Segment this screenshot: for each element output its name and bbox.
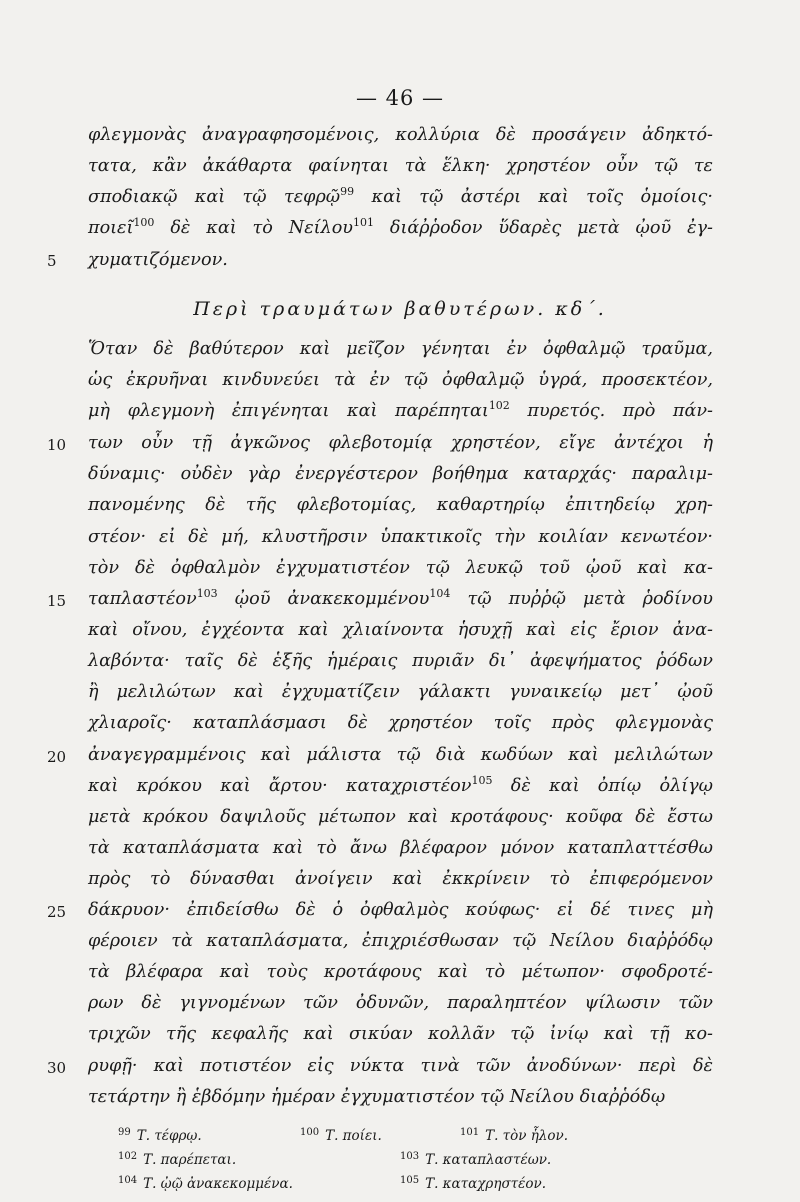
footnote-number: 102 (118, 1151, 138, 1162)
footnote-ref-103: 103 (196, 587, 218, 600)
body-line-19: δάκρυον· ἐπιδείσθω δὲ ὁ ὀφθαλμὸς κούφως· εἰ δέ τινες μὴ (88, 900, 713, 920)
line-number-25: 25 (47, 903, 67, 921)
intro-line-3-text-a: σποδιακῷ καὶ τῷ τεφρῷ (88, 187, 341, 207)
line-number-30: 30 (47, 1059, 67, 1077)
intro-line-5: χυματιζόμενον. (88, 250, 228, 270)
body-line-23: τριχῶν τῆς κεφαλῆς καὶ σικύαν κολλᾶν τῷ ἰνίῳ καὶ τῇ κο- (88, 1024, 713, 1044)
body-line-7: στέον· εἰ δὲ μή, κλυστῆρσιν ὑπακτικοῖς τὴν κοιλίαν κενωτέον· (88, 527, 713, 547)
footnote-ref-99: 99 (340, 185, 355, 198)
footnote-number: 101 (460, 1127, 480, 1138)
footnote-text: Τ. καταχρηστέον. (425, 1176, 546, 1192)
footnote-103 (400, 1152, 551, 1168)
body-line-17: τὰ καταπλάσματα καὶ τὸ ἄνω βλέφαρον μόνον καταπλαττέσθω (88, 838, 713, 858)
body-line-15-text-b: δὲ καὶ ὀπίῳ ὀλίγῳ (492, 776, 714, 796)
intro-line-4-text-c: διάῤῥοδον ὕδαρὲς μετὰ ᾠοῦ ἐγ- (373, 218, 714, 238)
body-line-13: χλιαροῖς· καταπλάσμασι δὲ χρηστέον τοῖς πρὸς φλεγμονὰς (88, 713, 713, 733)
body-line-6: πανομένης δὲ τῆς φλεβοτομίας, καθαρτηρίῳ ἐπιτηδείῳ χρη- (88, 495, 713, 515)
footnote-ref-104: 104 (429, 587, 451, 600)
footnote-101 (460, 1128, 568, 1144)
intro-line-3 (88, 185, 714, 207)
footnote-number: 100 (300, 1127, 320, 1138)
body-line-8: τὸν δὲ ὀφθαλμὸν ἐγχυματιστέον τῷ λευκῷ τοῦ ᾠοῦ καὶ κα- (88, 558, 713, 578)
body-line-20: φέροιεν τὰ καταπλάσματα, ἐπιχριέσθωσαν τῷ Νείλου διαῤῥόδῳ (88, 931, 713, 951)
body-line-2: ὡς ἐκρυῆναι κινδυνεύει τὰ ἐν τῷ ὀφθαλμῷ ὑγρά, προσεκτέον, (88, 370, 713, 390)
footnote-text: Τ. καταπλαστέων. (425, 1152, 552, 1168)
page-number: — 46 — (355, 86, 445, 110)
intro-line-3-text-b: καὶ τῷ ἀστέρι καὶ τοῖς ὁμοίοις· (354, 187, 714, 207)
footnote-number: 103 (400, 1151, 420, 1162)
body-line-12: ἢ μελιλώτων καὶ ἐγχυματίζειν γάλακτι γυναικείῳ μετ᾽ ᾠοῦ (88, 682, 713, 702)
footnote-text: Τ. τὸν ἧλον. (485, 1128, 569, 1144)
body-line-3 (88, 399, 713, 421)
line-number-5: 5 (47, 252, 57, 270)
body-line-9-text-a: ταπλαστέον (88, 589, 197, 609)
body-line-21: τὰ βλέφαρα καὶ τοὺς κροτάφους καὶ τὸ μέτωπον· σφοδροτέ- (88, 962, 713, 982)
footnote-number: 105 (400, 1175, 420, 1186)
footnote-text: Τ. ᾠῷ ἀνακεκομμένα. (143, 1176, 293, 1192)
body-line-16: μετὰ κρόκου δαψιλοῦς μέτωπον καὶ κροτάφους· κοῦφα δὲ ἔστω (88, 807, 713, 827)
footnote-text: Τ. ποίει. (325, 1128, 382, 1144)
footnote-number: 99 (118, 1127, 131, 1138)
body-line-3-text-a: μὴ φλεγμονὴ ἐπιγένηται καὶ παρέπηται (88, 401, 489, 421)
body-line-9-text-b: ᾠοῦ ἀνακεκομμένου (217, 589, 430, 609)
body-line-25: τετάρτην ἢ ἑβδόμην ἡμέραν ἐγχυματιστέον τῷ Νείλου διαῤῥόδῳ (88, 1087, 666, 1107)
footnote-text: Τ. παρέπεται. (143, 1152, 237, 1168)
footnote-102 (118, 1152, 236, 1168)
body-line-14: ἀναγεγραμμένοις καὶ μάλιστα τῷ διὰ κωδύων καὶ μελιλώτων (88, 745, 713, 765)
footnote-text: Τ. τέφρῳ. (136, 1128, 202, 1144)
intro-line-2: τατα, κἂν ἀκάθαρτα φαίνηται τὰ ἕλκη· χρηστέον οὖν τῷ τε (88, 156, 713, 176)
body-line-9-text-c: τῷ πυῤῥῷ μετὰ ῥοδίνου (450, 589, 714, 609)
body-line-4: των οὖν τῇ ἀγκῶνος φλεβοτομίᾳ χρηστέον, εἴγε ἀντέχοι ἡ (88, 433, 713, 453)
footnote-ref-101: 101 (352, 216, 374, 229)
section-heading: Περὶ τραυμάτων βαθυτέρων. κδ΄. (193, 298, 607, 320)
line-number-15: 15 (47, 592, 67, 610)
intro-line-4-text-b: δὲ καὶ τὸ Νείλου (154, 218, 353, 238)
body-line-15-text-a: καὶ κρόκου καὶ ἄρτου· καταχριστέον (88, 776, 472, 796)
body-line-15 (88, 774, 714, 796)
footnote-104 (118, 1176, 293, 1192)
body-line-9 (88, 587, 714, 609)
footnote-ref-105: 105 (471, 774, 493, 787)
line-number-10: 10 (47, 436, 67, 454)
line-number-20: 20 (47, 748, 67, 766)
body-line-22: ρων δὲ γιγνομένων τῶν ὀδυνῶν, παραληπτέον ψίλωσιν τῶν (88, 993, 713, 1013)
body-line-24: ρυφῇ· καὶ ποτιστέον εἰς νύκτα τινὰ τῶν ἀνοδύνων· περὶ δὲ (88, 1056, 713, 1076)
footnote-ref-102: 102 (488, 399, 510, 412)
intro-line-4 (88, 216, 714, 238)
body-line-5: δύναμις· οὐδὲν γὰρ ἐνεργέστερον βοήθημα καταρχάς· παραλιμ- (88, 464, 713, 484)
body-line-10: καὶ οἴνου, ἐγχέοντα καὶ χλιαίνοντα ἡσυχῇ καὶ εἰς ἔριον ἀνα- (88, 620, 713, 640)
body-line-11: λαβόντα· ταῖς δὲ ἑξῆς ἡμέραις πυριᾶν δι᾽ ἀφεψήματος ῥόδων (88, 651, 713, 671)
body-line-18: πρὸς τὸ δύνασθαι ἀνοίγειν καὶ ἐκκρίνειν τὸ ἐπιφερόμενον (88, 869, 713, 889)
intro-line-4-text-a: ποιεῖ (88, 218, 134, 238)
footnote-ref-100: 100 (133, 216, 155, 229)
intro-line-1: φλεγμονὰς ἀναγραφησομένοις, κολλύρια δὲ προσάγειν ἀδηκτό- (88, 125, 713, 145)
footnote-number: 104 (118, 1175, 138, 1186)
footnote-105 (400, 1176, 546, 1192)
body-line-1: Ὅταν δὲ βαθύτερον καὶ μεῖζον γένηται ἐν ὀφθαλμῷ τραῦμα, (88, 339, 713, 359)
body-line-3-text-b: πυρετός. πρὸ πάν- (509, 401, 713, 421)
footnote-99 (118, 1128, 202, 1144)
footnote-100 (300, 1128, 382, 1144)
